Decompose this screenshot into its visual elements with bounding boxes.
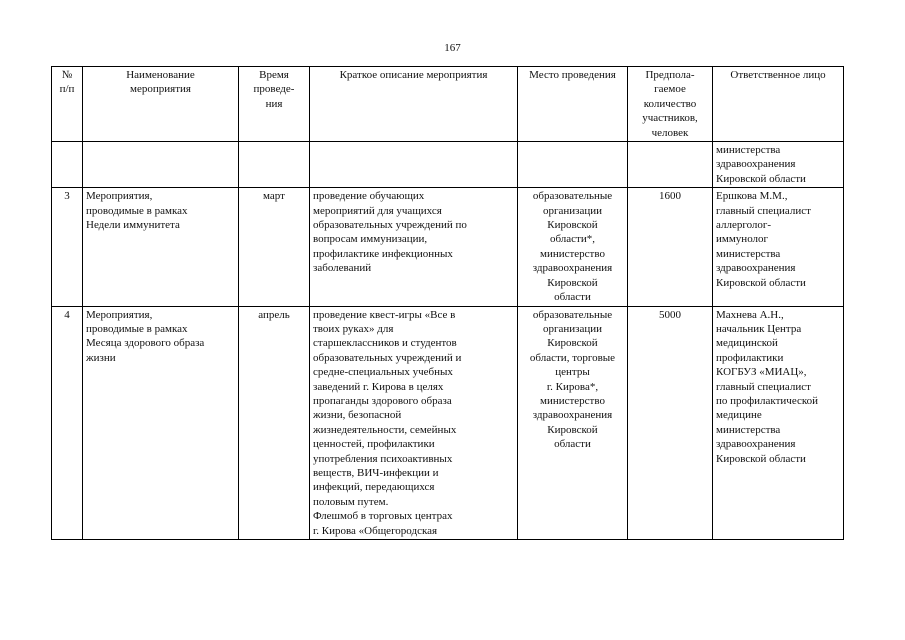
- cell-number: 4: [52, 306, 83, 540]
- cell-number: [52, 142, 83, 188]
- header-responsible: Ответственное лицо: [713, 67, 844, 142]
- cell-description: [310, 142, 518, 188]
- cell-participants: [628, 142, 713, 188]
- cell-time: апрель: [239, 306, 310, 540]
- table-row: [52, 306, 844, 540]
- cell-responsible: Махнева А.Н., начальник Центра медицинской профилактики КОГБУЗ «МИАЦ», главный специалист по профилактической медицине министерства здравоохранения Кировской области: [713, 306, 844, 540]
- cell-description: проведение обучающих мероприятий для учащихся образовательных учреждений по вопросам иммунизации, профилактике инфекционных заболеваний: [310, 188, 518, 306]
- header-description: Краткое описание мероприятия: [310, 67, 518, 142]
- cell-responsible: Ершкова М.М., главный специалист аллерголог- иммунолог министерства здравоохранения Кировской области: [713, 188, 844, 306]
- cell-participants: 1600: [628, 188, 713, 306]
- cell-participants: 5000: [628, 306, 713, 540]
- cell-event-name: [83, 142, 239, 188]
- header-participants: Предпола- гаемое количество участников, человек: [628, 67, 713, 142]
- header-number: № п/п: [52, 67, 83, 142]
- table-row: [52, 188, 844, 306]
- table-header-row: [52, 67, 844, 142]
- cell-time: [239, 142, 310, 188]
- events-table: [51, 66, 844, 540]
- cell-responsible: министерства здравоохранения Кировской области: [713, 142, 844, 188]
- cell-event-name: Мероприятия, проводимые в рамках Недели иммунитета: [83, 188, 239, 306]
- page-number: 167: [444, 42, 461, 54]
- table-row: [52, 142, 844, 188]
- cell-description: проведение квест-игры «Все в твоих руках» для старшеклассников и студентов образовательных учреждений и средне-специальных учебных заведений г. Кирова в целях пропаганды здорового образа жизни, безопасной жизнедеятельности, семейных ценностей, профилактики употребления психоактивных веществ, ВИЧ-инфекции и инфекций, передающихся половым путем. Флешмоб в торговых центрах г. Кирова «Общегородская: [310, 306, 518, 540]
- header-time: Время проведе- ния: [239, 67, 310, 142]
- cell-place: [518, 142, 628, 188]
- header-event-name: Наименование мероприятия: [83, 67, 239, 142]
- cell-place: образовательные организации Кировской области, торговые центры г. Кирова*, министерство здравоохранения Кировской области: [518, 306, 628, 540]
- cell-event-name: Мероприятия, проводимые в рамках Месяца здорового образа жизни: [83, 306, 239, 540]
- cell-place: образовательные организации Кировской области*, министерство здравоохранения Кировской области: [518, 188, 628, 306]
- header-place: Место проведения: [518, 67, 628, 142]
- cell-time: март: [239, 188, 310, 306]
- cell-number: 3: [52, 188, 83, 306]
